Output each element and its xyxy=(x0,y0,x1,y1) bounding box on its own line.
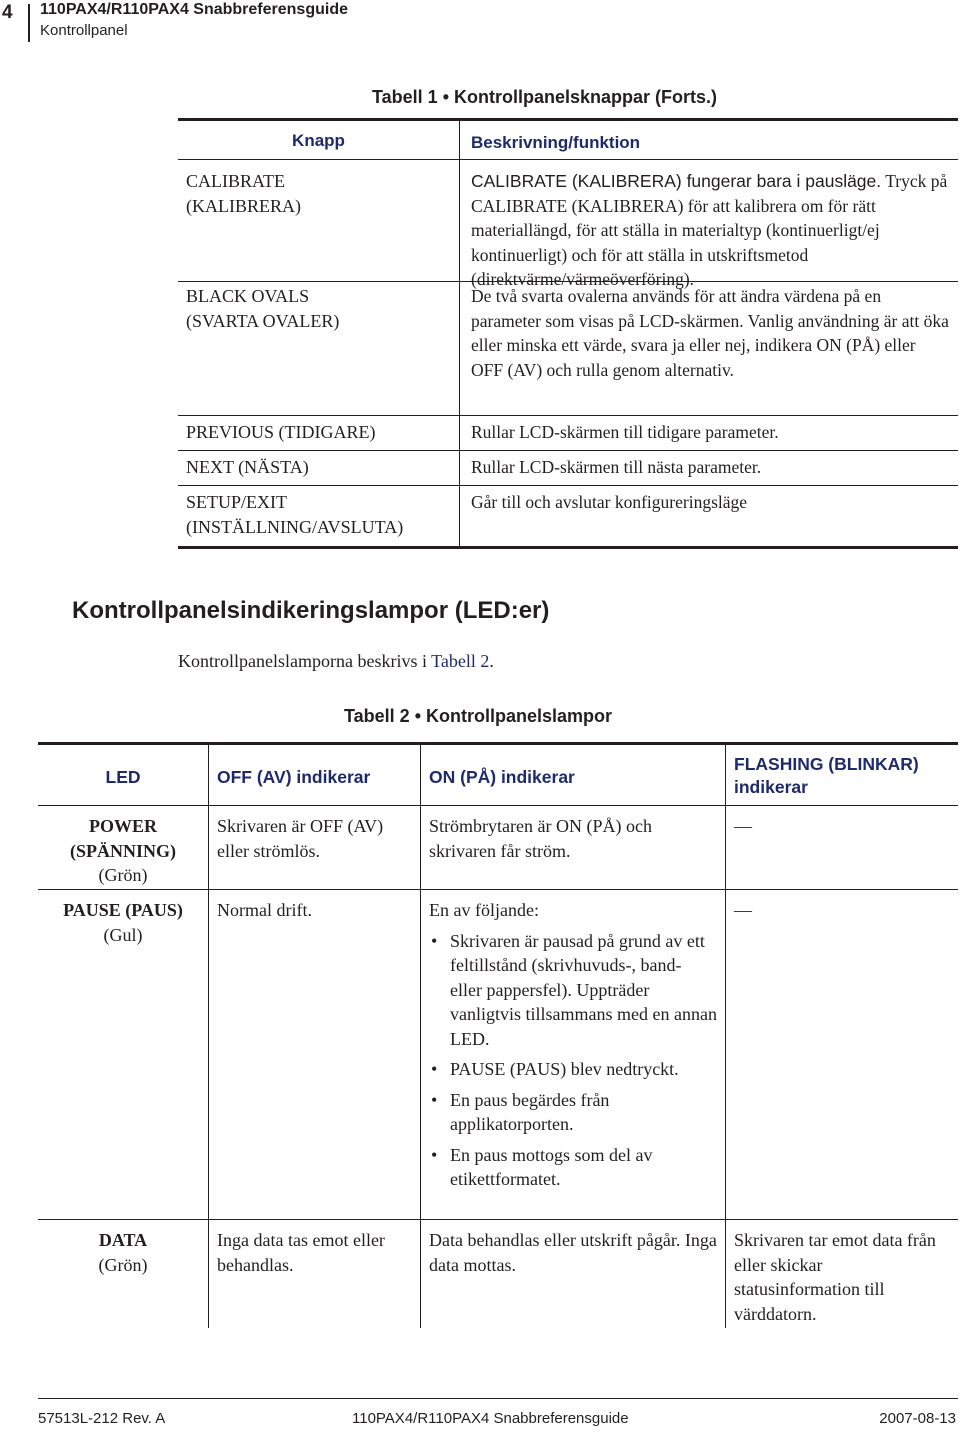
led-off-data: Inga data tas emot eller behandlas. xyxy=(209,1220,421,1328)
table2-header-on: ON (PÅ) indikerar xyxy=(421,745,726,805)
table2-link[interactable]: Tabell 2 xyxy=(431,651,490,671)
table1-caption: Tabell 1 • Kontrollpanelsknappar (Forts.) xyxy=(372,87,718,107)
section-heading: Kontrollpanelsindikeringslampor (LED:er) xyxy=(72,597,550,624)
led-off-power: Skrivaren är OFF (AV) eller strömlös. xyxy=(209,806,421,889)
table1 xyxy=(178,118,958,549)
footer-divider xyxy=(38,1398,958,1399)
led-on-data: Data behandlas eller utskrift pågår. Inga data mottas. xyxy=(421,1220,726,1328)
led-off-pause: Normal drift. xyxy=(209,890,421,1219)
list-item: • En paus begärdes från applikatorporten. xyxy=(431,1089,610,1134)
button-name-next: NEXT (NÄSTA) xyxy=(178,451,460,485)
button-name-black-ovals: BLACK OVALS (SVARTA OVALER) xyxy=(178,282,460,415)
button-desc-calibrate: CALIBRATE (KALIBRERA) fungerar bara i pausläge. Tryck på CALIBRATE (KALIBRERA) för att kalibrera om för rätt materiallängd, för att ställa in materialtyp (kontinuerligt/ej kontinuerligt) och för att ställa in utskriftsmetod (direktvärme/värmeöverföring). xyxy=(471,171,948,289)
table2-header-off: OFF (AV) indikerar xyxy=(209,745,421,805)
list-item: • PAUSE (PAUS) blev nedtryckt. xyxy=(431,1059,679,1079)
button-desc-next: Rullar LCD-skärmen till nästa parameter. xyxy=(471,457,762,477)
list-item: • Skrivaren är pausad på grund av ett feltillstånd (skrivhuvuds-, band- eller pappersfel). Uppträder vanligtvis tillsammans med en annan LED. xyxy=(431,930,717,1049)
header-section: Kontrollpanel xyxy=(40,22,128,39)
table-row xyxy=(178,160,958,289)
led-name-power: POWER (SPÄNNING) (Grön) xyxy=(38,806,209,889)
table2-header-led: LED xyxy=(38,745,209,805)
footer-title: 110PAX4/R110PAX4 Snabbreferensguide xyxy=(352,1410,629,1427)
table-row xyxy=(178,282,958,416)
button-name-setup-exit: SETUP/EXIT (INSTÄLLNING/AVSLUTA) xyxy=(178,486,460,546)
button-desc-black-ovals: De två svarta ovalerna används för att ändra värdena på en parameter som visas på LCD-skärmen. Vanlig användning är att öka eller minska ett värde, svara ja eller nej, indikera ON (PÅ) eller OFF (AV) och rulla genom alternativ. xyxy=(471,286,949,380)
footer-date: 2007-08-13 xyxy=(879,1410,956,1427)
led-flash-pause: — xyxy=(734,900,752,920)
led-name-data: DATA (Grön) xyxy=(38,1220,209,1328)
table-row xyxy=(38,1220,958,1328)
table1-header-desc: Beskrivning/funktion xyxy=(471,133,641,152)
led-name-pause: PAUSE (PAUS) (Gul) xyxy=(38,890,209,1219)
table1-header-row xyxy=(178,121,958,160)
table2-header-flashing: FLASHING (BLINKAR) indikerar xyxy=(734,754,919,797)
led-on-power: Strömbrytaren är ON (PÅ) och skrivaren får ström. xyxy=(421,806,726,889)
header-divider xyxy=(28,4,30,42)
table2 xyxy=(38,742,958,1328)
table1-header-button: Knapp xyxy=(178,121,460,159)
table-row xyxy=(38,806,958,890)
section-intro: Kontrollpanelslamporna beskrivs i Tabell 2. xyxy=(178,651,494,671)
table1-bottom-rule xyxy=(178,546,958,549)
page-number: 4 xyxy=(2,2,13,23)
footer-doc-number: 57513L-212 Rev. A xyxy=(38,1410,166,1427)
table-row xyxy=(178,416,958,451)
button-desc-previous: Rullar LCD-skärmen till tidigare parameter. xyxy=(471,422,779,442)
table2-header-row xyxy=(38,745,958,806)
table-row xyxy=(178,451,958,486)
table-row xyxy=(178,486,958,546)
led-on-pause: En av följande: • Skrivaren är pausad på grund av ett feltillstånd (skrivhuvuds-, band- eller pappersfel). Uppträder vanligtvis tillsammans med en annan LED. • PAUSE (PAUS) blev nedtryckt. • En paus begärdes från applikatorporten. • En paus mottogs som del av etikettformatet. xyxy=(421,890,726,1219)
list-item: • En paus mottogs som del av etikettformatet. xyxy=(431,1144,653,1189)
button-name-calibrate: CALIBRATE (KALIBRERA) xyxy=(178,160,460,281)
table2-caption: Tabell 2 • Kontrollpanelslampor xyxy=(344,706,613,726)
led-flash-data: Skrivaren tar emot data från eller skickar statusinformation till värddatorn. xyxy=(734,1230,936,1324)
button-name-previous: PREVIOUS (TIDIGARE) xyxy=(178,416,460,450)
header-title: 110PAX4/R110PAX4 Snabbreferensguide xyxy=(40,1,348,18)
led-flash-power: — xyxy=(734,816,752,836)
button-desc-setup-exit: Går till och avslutar konfigureringsläge xyxy=(471,492,748,512)
table-row xyxy=(38,890,958,1220)
